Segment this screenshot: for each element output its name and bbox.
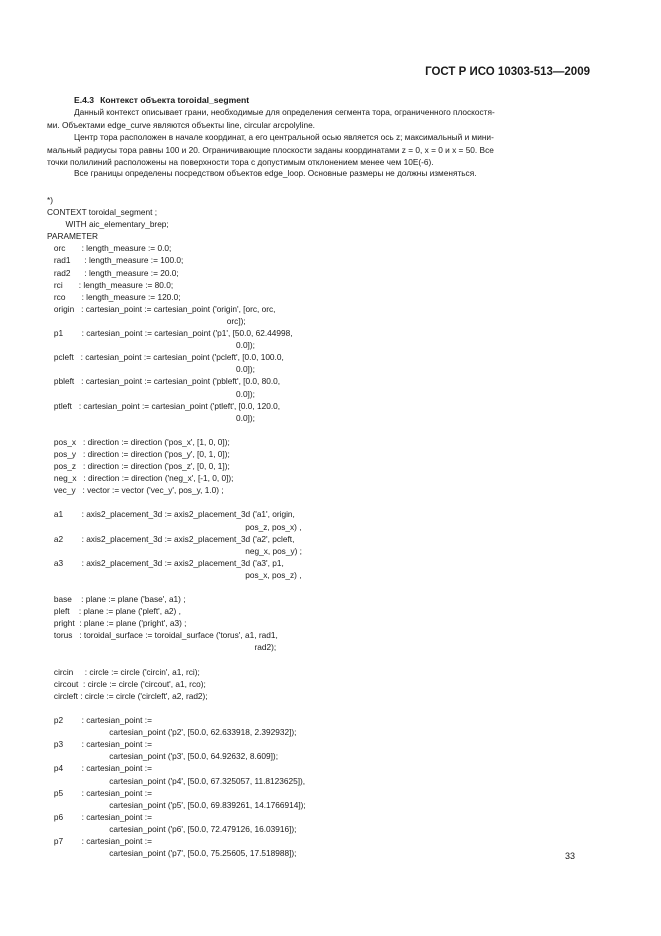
code-line: neg_x : direction := direction ('neg_x', [-1, 0, 0]);	[47, 473, 234, 484]
code-line: origin : cartesian_point := cartesian_point ('origin', [orc, orc,	[47, 303, 276, 314]
code-line: PARAMETER	[47, 231, 99, 242]
code-line: p3 : cartesian_point :=	[47, 739, 152, 750]
code-line: p1 : cartesian_point := cartesian_point ('p1', [50.0, 62.44998,	[47, 328, 293, 339]
code-line: orc]);	[47, 315, 246, 326]
code-line: pright : plane := plane ('pright', a3) ;	[47, 618, 187, 629]
code-line: p6 : cartesian_point :=	[47, 811, 152, 822]
code-line: cartesian_point ('p5', [50.0, 69.839261, 14.1766914]);	[47, 799, 306, 810]
section-title: Контекст объекта toroidal_segment	[100, 95, 250, 105]
code-line	[47, 654, 607, 666]
code-line: base : plane := plane ('base', a1) ;	[47, 594, 186, 605]
code-line: circin : circle := circle ('circin', a1, rci);	[47, 666, 200, 677]
code-line: 0.0]);	[47, 388, 255, 399]
standard-header: ГОСТ Р ИСО 10303-513—2009	[425, 66, 590, 78]
code-line	[47, 424, 607, 436]
code-line: pcleft : cartesian_point := cartesian_point ('pcleft', [0.0, 100.0,	[47, 352, 284, 363]
code-line: *)	[47, 195, 53, 205]
code-line: cartesian_point ('p3', [50.0, 64.92632, 8.609]);	[47, 751, 279, 762]
code-line: vec_y : vector := vector ('vec_y', pos_y, 1.0) ;	[47, 485, 224, 496]
code-line: pos_x, pos_z) ,	[47, 569, 302, 580]
paragraph-line: Центр тора расположен в начале координат, а его центральной осью является ось z; максимальный и мини-	[74, 132, 494, 142]
page-number: 33	[565, 851, 576, 861]
code-line: p4 : cartesian_point :=	[47, 763, 152, 774]
code-line	[47, 581, 607, 593]
code-line: rci : length_measure := 80.0;	[47, 279, 174, 290]
code-line: pos_x : direction := direction ('pos_x', [1, 0, 0]);	[47, 436, 230, 447]
code-line: 0.0]);	[47, 340, 255, 351]
code-line: pos_z : direction := direction ('pos_z', [0, 0, 1]);	[47, 461, 230, 472]
code-line	[47, 496, 607, 508]
code-line: neg_x, pos_y) ;	[47, 545, 302, 556]
code-line: cartesian_point ('p4', [50.0, 67.325057, 11.8123625]),	[47, 775, 306, 786]
paragraph-line: ми. Объектами edge_curve являются объекты line, circular arcpolyline.	[47, 119, 315, 130]
code-line: a2 : axis2_placement_3d := axis2_placement_3d ('a2', pcleft,	[47, 533, 295, 544]
code-line: cartesian_point ('p2', [50.0, 62.633918, 2.392932]);	[47, 727, 297, 738]
paragraph-1	[47, 106, 590, 131]
code-line: torus : toroidal_surface := toroidal_surface ('torus', a1, rad1,	[47, 630, 278, 641]
code-line: 0.0]);	[47, 412, 255, 423]
code-line: 0.0]);	[47, 364, 255, 375]
paragraph-line: Все границы определены посредством объектов edge_loop. Основные размеры не должны изменяться.	[74, 168, 477, 178]
code-line: rad2 : length_measure := 20.0;	[47, 267, 179, 278]
code-line: a3 : axis2_placement_3d := axis2_placement_3d ('a3', p1,	[47, 557, 284, 568]
code-line: p7 : cartesian_point :=	[47, 835, 152, 846]
paragraph-line: точки полилиний расположены на поверхности тора с допустимым отклонением менее чем 10E(-6).	[47, 157, 434, 168]
paragraph-line: Данный контекст описывает грани, необходимые для определения сегмента тора, ограниченного плоскостя-	[74, 107, 495, 117]
code-line: cartesian_point ('p6', [50.0, 72.479126, 16.03916]);	[47, 823, 297, 834]
code-line: p2 : cartesian_point :=	[47, 715, 152, 726]
paragraph-2	[47, 131, 590, 169]
code-line: circout : circle := circle ('circout', a1, rco);	[47, 678, 206, 689]
code-line: rad2);	[47, 642, 277, 653]
code-line: p5 : cartesian_point :=	[47, 787, 152, 798]
code-line	[47, 702, 607, 714]
code-line: ptleft : cartesian_point := cartesian_point ('ptleft', [0.0, 120.0,	[47, 400, 281, 411]
code-line: pleft : plane := plane ('pleft', a2) ,	[47, 606, 181, 617]
paragraph-3	[47, 167, 590, 180]
code-line: WITH aic_elementary_brep;	[47, 219, 169, 230]
paragraph-line: мальный радиусы тора равны 100 и 20. Ограничивающие плоскости заданы координатами z = 0, x = 0 и x = 50. Все	[47, 144, 494, 155]
section-heading	[74, 95, 249, 105]
code-line: CONTEXT toroidal_segment ;	[47, 207, 158, 218]
code-line: orc : length_measure := 0.0;	[47, 243, 172, 254]
code-line: pbleft : cartesian_point := cartesian_point ('pbleft', [0.0, 80.0,	[47, 376, 281, 387]
code-line: rad1 : length_measure := 100.0;	[47, 255, 184, 266]
code-line: circleft : circle := circle ('circleft', a2, rad2);	[47, 690, 208, 701]
section-number: E.4.3	[74, 95, 95, 105]
code-line: a1 : axis2_placement_3d := axis2_placement_3d ('a1', origin,	[47, 509, 295, 520]
code-line: cartesian_point ('p7', [50.0, 75.25605, 17.518988]);	[47, 848, 297, 859]
express-code-block	[47, 194, 607, 859]
code-line: rco : length_measure := 120.0;	[47, 291, 181, 302]
code-line: pos_z, pos_x) ,	[47, 521, 302, 532]
code-line: pos_y : direction := direction ('pos_y', [0, 1, 0]);	[47, 448, 230, 459]
